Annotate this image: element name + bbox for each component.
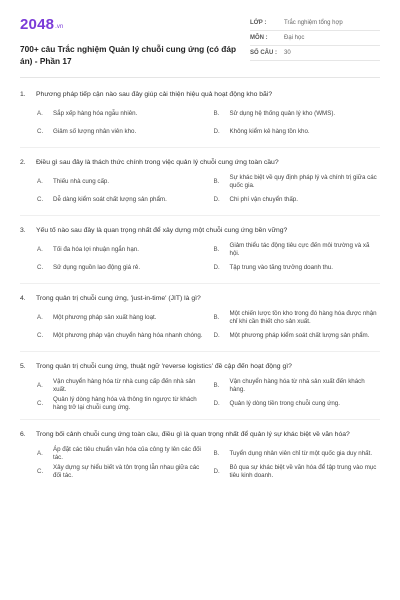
question-block — [20, 90, 380, 148]
answer-option[interactable] — [214, 105, 381, 123]
answer-option[interactable] — [37, 259, 204, 277]
answer-option[interactable] — [214, 327, 381, 345]
question-number: 6. — [20, 431, 26, 438]
answer-option[interactable] — [214, 445, 381, 463]
question-divider — [20, 283, 380, 284]
option-letter: C. — [37, 399, 44, 407]
option-letter: C. — [37, 467, 44, 475]
question-text: Yếu tố nào sau đây là quan trọng nhất để xây dựng một chuỗi cung ứng bền vững? — [36, 227, 288, 234]
answer-option[interactable] — [37, 123, 204, 141]
question-stem — [20, 90, 380, 99]
answer-option[interactable] — [37, 445, 204, 463]
question-stem — [20, 294, 380, 303]
option-text: Sự khác biệt về quy định pháp lý và chính trị giữa các quốc gia. — [229, 173, 377, 189]
option-letter: C. — [37, 263, 44, 271]
info-label: LỚP : — [250, 20, 267, 26]
option-letter: D. — [213, 467, 220, 475]
option-letter: A. — [37, 381, 43, 389]
question-number: 1. — [20, 91, 26, 98]
question-divider — [20, 215, 380, 216]
info-row-class — [250, 16, 380, 31]
option-text: Giảm số lượng nhân viên kho. — [53, 127, 137, 135]
info-row-subject — [250, 31, 380, 46]
question-number: 5. — [20, 363, 26, 370]
option-text: Một chiến lược tồn kho trong đó hàng hóa được nhận chỉ khi cần thiết cho sản xuất. — [229, 309, 377, 325]
option-text: Áp đặt các tiêu chuẩn văn hóa của công ty lên các đối tác. — [53, 445, 201, 461]
question-number: 2. — [20, 159, 26, 166]
option-letter: B. — [213, 245, 220, 253]
question-block — [20, 158, 380, 216]
question-block — [20, 430, 380, 481]
info-value: Trắc nghiệm tổng hợp — [284, 20, 343, 26]
question-number: 4. — [20, 295, 26, 302]
info-label: SỐ CÂU : — [250, 50, 277, 56]
option-text: Quản lý dòng hàng hóa và thông tin ngược từ khách hàng trở lại chuỗi cung ứng. — [53, 395, 197, 411]
option-text: Vận chuyển hàng hóa từ nhà sản xuất đến khách hàng. — [229, 377, 365, 393]
option-text: Sử dụng nguồn lao động giá rẻ. — [53, 263, 141, 271]
document-info-table — [250, 16, 380, 61]
option-letter: A. — [37, 449, 43, 457]
option-text: Một phương pháp sản xuất hàng loạt. — [53, 313, 157, 321]
option-letter: D. — [213, 127, 220, 135]
option-text: Tuyển dụng nhân viên chỉ từ một quốc gia duy nhất. — [229, 449, 373, 457]
question-text: Phương pháp tiếp cận nào sau đây giúp cải thiện hiệu quả hoạt động kho bãi? — [36, 91, 273, 98]
answer-option[interactable] — [37, 105, 204, 123]
answer-option[interactable] — [37, 191, 204, 209]
option-text: Vận chuyển hàng hóa từ nhà cung cấp đến nhà sản xuất. — [53, 377, 196, 393]
option-text: Một phương pháp vận chuyển hàng hóa nhanh chóng. — [53, 331, 203, 339]
option-letter: D. — [213, 263, 220, 271]
option-letter: B. — [213, 109, 220, 117]
answer-option[interactable] — [214, 259, 381, 277]
answer-option[interactable] — [214, 377, 381, 395]
question-stem — [20, 158, 380, 167]
question-number: 3. — [20, 227, 26, 234]
option-text: Quản lý dòng tiền trong chuỗi cung ứng. — [229, 399, 340, 407]
question-text: Trong quản trị chuỗi cung ứng, 'just-in-time' (JIT) là gì? — [36, 295, 201, 302]
option-text: Tối đa hóa lợi nhuận ngắn hạn. — [53, 245, 139, 253]
answer-options — [20, 241, 380, 277]
question-block — [20, 226, 380, 284]
option-letter: A. — [37, 109, 43, 117]
option-text: Sử dụng hệ thống quản lý kho (WMS). — [229, 109, 336, 117]
option-text: Xây dựng sự hiểu biết và tôn trọng lẫn nhau giữa các đối tác. — [53, 463, 200, 479]
option-text: Giảm thiểu tác động tiêu cực đến môi trường và xã hội. — [229, 241, 370, 257]
option-text: Tập trung vào tăng trưởng doanh thu. — [229, 263, 333, 271]
logo-sub-text: .vn — [55, 24, 64, 30]
info-label: MÔN : — [250, 35, 268, 41]
option-text: Sắp xếp hàng hóa ngẫu nhiên. — [53, 109, 138, 117]
answer-options — [20, 309, 380, 345]
option-letter: C. — [37, 331, 44, 339]
option-letter: C. — [37, 195, 44, 203]
answer-option[interactable] — [37, 173, 204, 191]
answer-option[interactable] — [37, 395, 204, 413]
option-letter: D. — [213, 331, 220, 339]
question-list — [20, 90, 380, 481]
answer-option[interactable] — [214, 191, 381, 209]
option-letter: B. — [213, 381, 220, 389]
option-letter: A. — [37, 177, 43, 185]
info-value: Đại học — [284, 35, 305, 41]
logo-main-text: 2048 — [20, 16, 55, 33]
answer-option[interactable] — [37, 241, 204, 259]
answer-option[interactable] — [214, 241, 381, 259]
option-letter: A. — [37, 313, 43, 321]
answer-option[interactable] — [214, 123, 381, 141]
question-stem — [20, 362, 380, 371]
info-row-question-count — [250, 46, 380, 61]
site-logo[interactable] — [20, 16, 63, 33]
answer-options — [20, 173, 380, 209]
option-text: Một phương pháp kiểm soát chất lượng sản phẩm. — [229, 331, 370, 339]
question-block — [20, 362, 380, 420]
question-text: Trong quản trị chuỗi cung ứng, thuật ngữ 'reverse logistics' đề cập đến hoạt động gì? — [36, 363, 292, 370]
option-text: Bỏ qua sự khác biệt về văn hóa để tập trung vào mục tiêu kinh doanh. — [229, 463, 377, 479]
answer-option[interactable] — [37, 377, 204, 395]
info-value: 30 — [284, 50, 291, 56]
question-text: Trong bối cảnh chuỗi cung ứng toàn cầu, điều gì là quan trọng nhất để quản lý sự khác biệt về văn hóa? — [36, 431, 350, 438]
header-divider — [20, 77, 380, 78]
answer-option[interactable] — [37, 463, 204, 481]
option-text: Thiếu nhà cung cấp. — [53, 177, 110, 185]
option-letter: A. — [37, 245, 43, 253]
option-text: Dễ dàng kiểm soát chất lượng sản phẩm. — [53, 195, 167, 203]
answer-option[interactable] — [214, 309, 381, 327]
answer-options — [20, 377, 380, 413]
option-letter: B. — [213, 449, 220, 457]
question-block — [20, 294, 380, 352]
question-stem — [20, 226, 380, 235]
question-divider — [20, 419, 380, 420]
answer-option[interactable] — [214, 173, 381, 191]
answer-option[interactable] — [214, 463, 381, 481]
question-stem — [20, 430, 380, 439]
option-letter: D. — [213, 195, 220, 203]
question-divider — [20, 147, 380, 148]
header-left — [20, 14, 240, 67]
question-text: Điều gì sau đây là thách thức chính trong việc quản lý chuỗi cung ứng toàn cầu? — [36, 159, 279, 166]
option-letter: D. — [213, 399, 220, 407]
answer-options — [20, 105, 380, 141]
option-letter: B. — [213, 313, 220, 321]
answer-option[interactable] — [37, 309, 204, 327]
option-letter: C. — [37, 127, 44, 135]
document-header — [20, 14, 380, 67]
question-divider — [20, 351, 380, 352]
answer-options — [20, 445, 380, 481]
answer-option[interactable] — [37, 327, 204, 345]
answer-option[interactable] — [214, 395, 381, 413]
document-title: 700+ câu Trắc nghiệm Quản lý chuỗi cung ứng (có đáp án) - Phần 17 — [20, 44, 237, 66]
option-letter: B. — [213, 177, 220, 185]
option-text: Chi phí vận chuyển thấp. — [229, 195, 298, 203]
option-text: Không kiểm kê hàng tồn kho. — [229, 127, 310, 135]
